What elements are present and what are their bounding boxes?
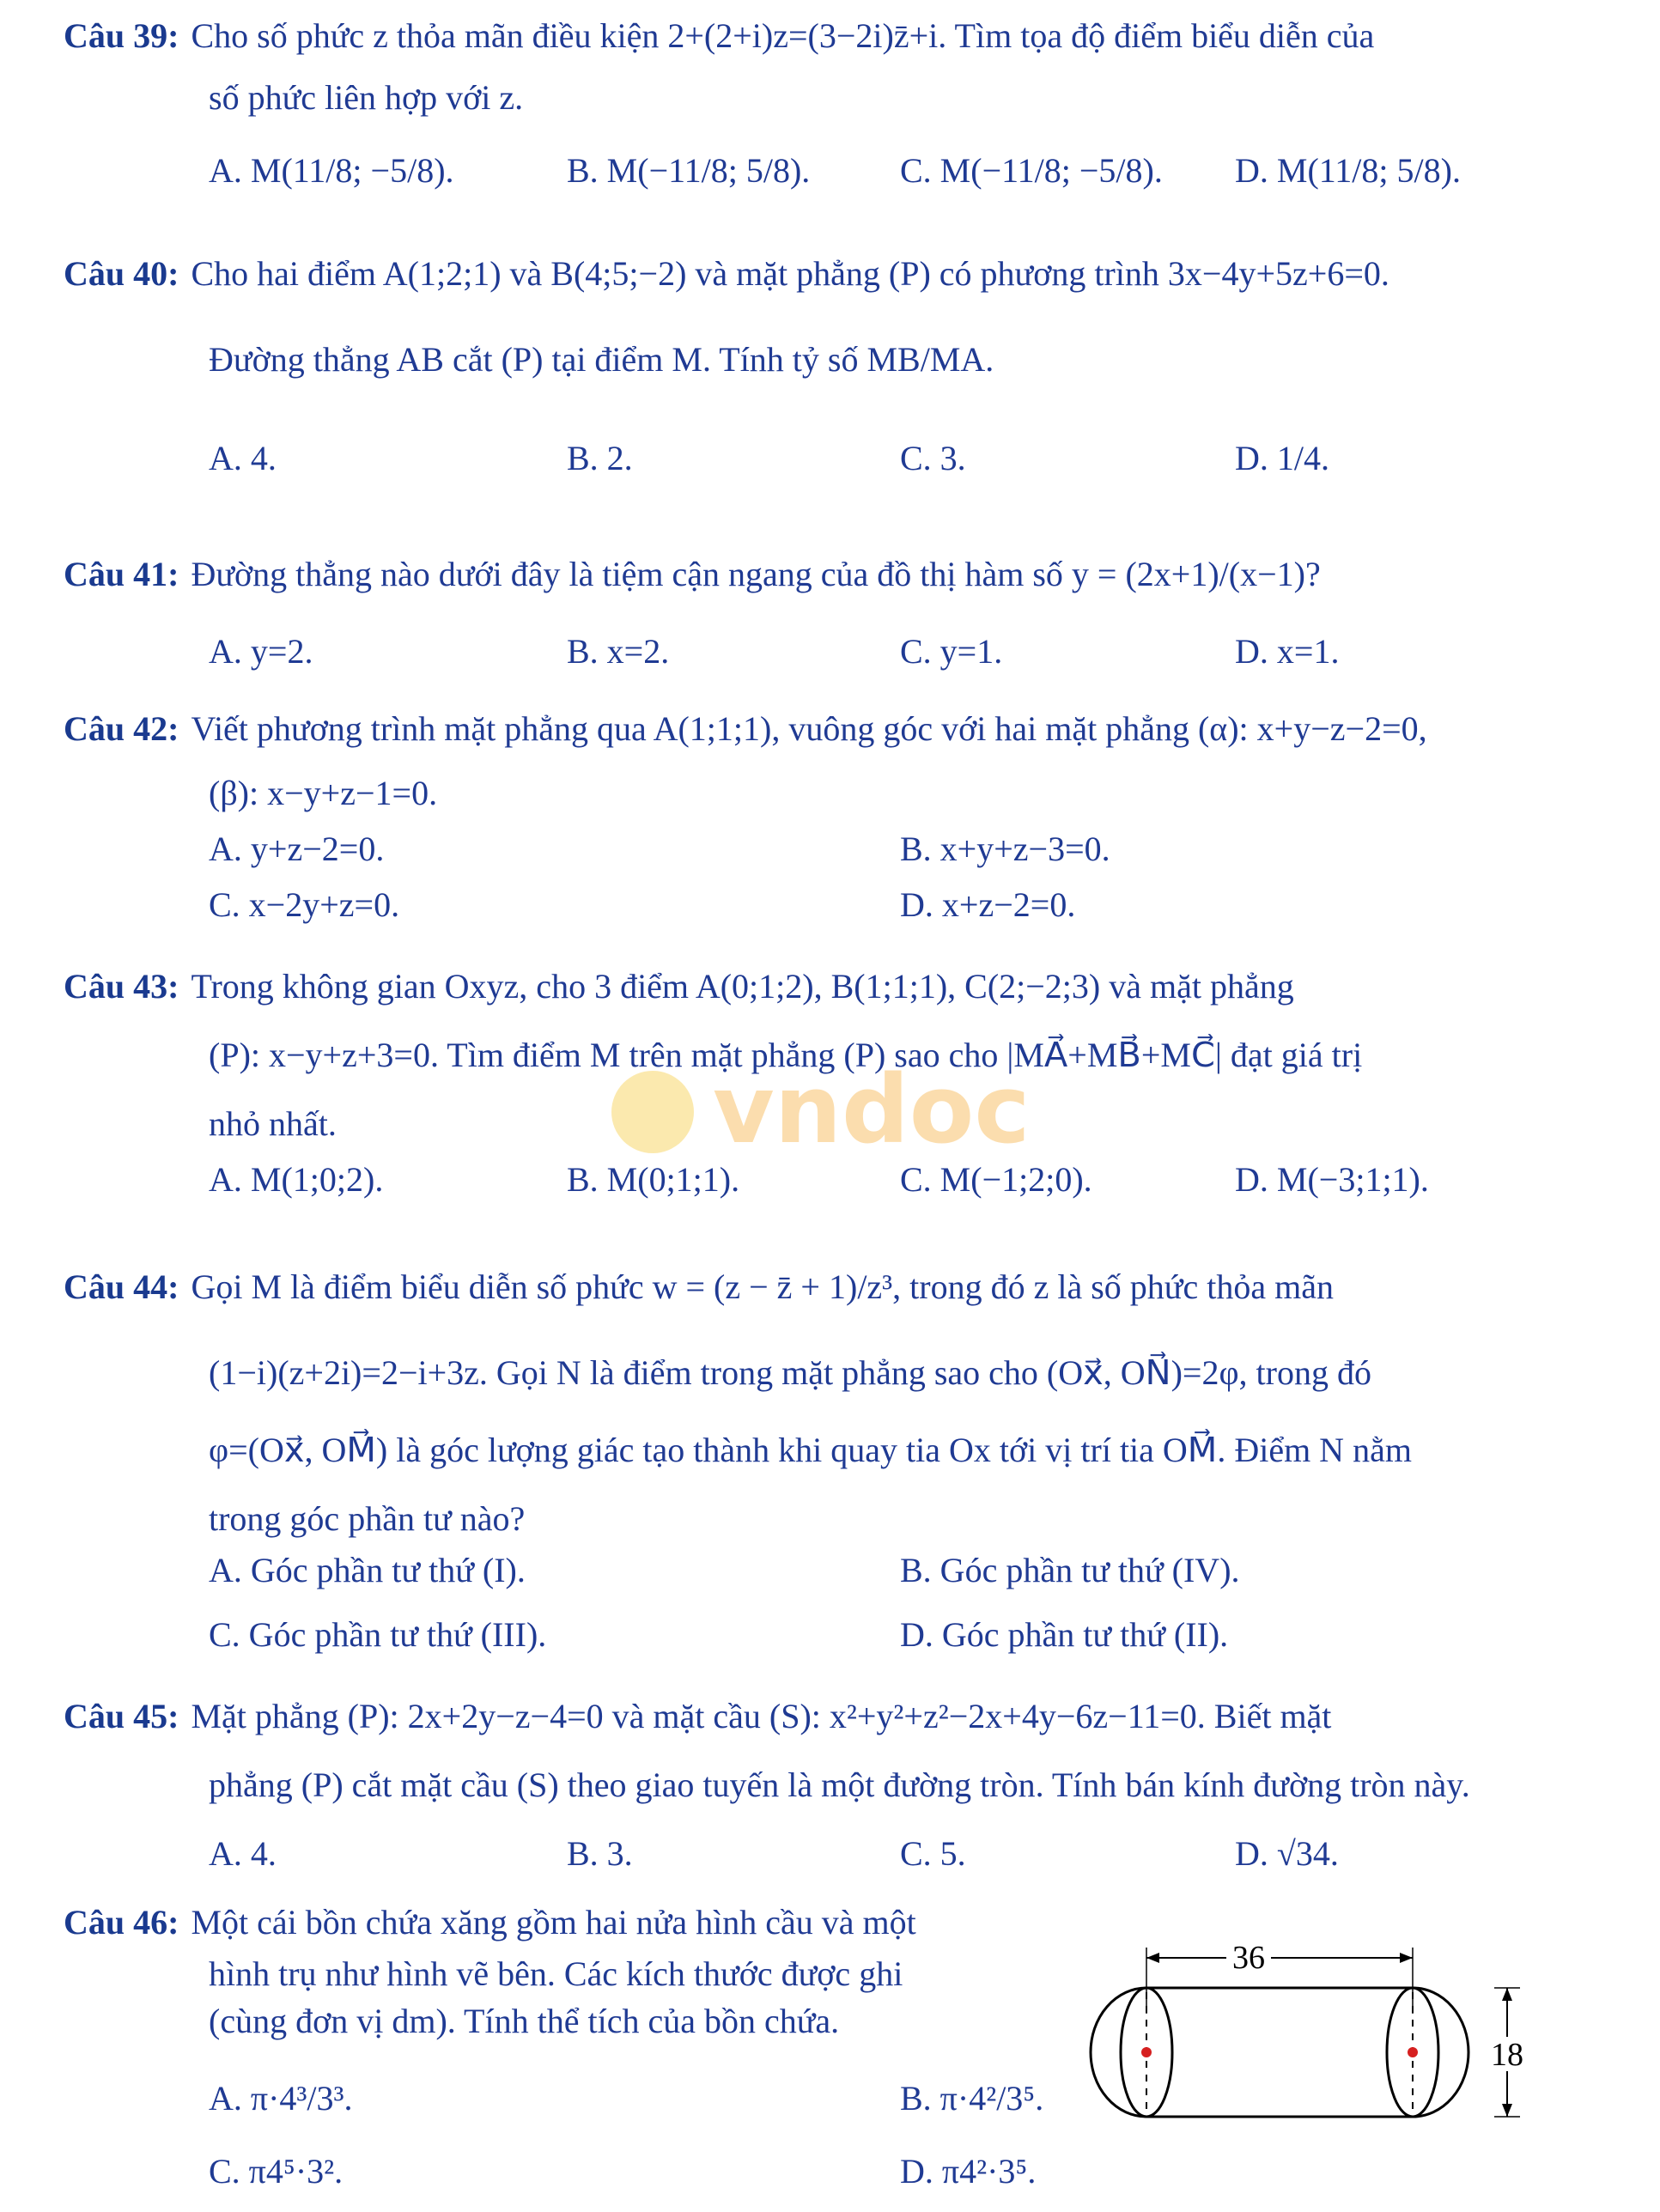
q39-option-c: C. M(−11/8; −5/8).: [900, 151, 1163, 190]
q46-label: Câu 46:: [64, 1903, 179, 1942]
left-center-dot: [1141, 2047, 1152, 2057]
q46-option-b: B. π·4²/3⁵.: [900, 2079, 1044, 2118]
right-center-dot: [1408, 2047, 1418, 2057]
q40-line1: Câu 40: Cho hai điểm A(1;2;1) và B(4;5;−2) và mặt phẳng (P) có phương trình 3x−4y+5z+6=0.: [64, 254, 1389, 293]
q46-line3: (cùng đơn vị dm). Tính thể tích của bồn chứa.: [209, 2002, 840, 2040]
q46-line2: hình trụ như hình vẽ bên. Các kích thước được ghi: [209, 1954, 903, 1993]
q44-line4: trong góc phần tư nào?: [209, 1499, 526, 1538]
q41-option-d: D. x=1.: [1235, 632, 1340, 671]
q39-option-a: A. M(11/8; −5/8).: [209, 151, 454, 190]
q42-line2: (β): x−y+z−1=0.: [209, 774, 438, 812]
q43-option-d: D. M(−3;1;1).: [1235, 1160, 1429, 1199]
q44-option-a: A. Góc phần tư thứ (I).: [209, 1551, 526, 1589]
q39-option-b: B. M(−11/8; 5/8).: [567, 151, 811, 190]
q45-line1: Câu 45: Mặt phẳng (P): 2x+2y−z−4=0 và mặt cầu (S): x²+y²+z²−2x+4y−6z−11=0. Biết mặt: [64, 1697, 1332, 1735]
q43-option-b: B. M(0;1;1).: [567, 1160, 740, 1199]
q42-line1: Câu 42: Viết phương trình mặt phẳng qua A(1;1;1), vuông góc với hai mặt phẳng (α): x+y−z−2=0,: [64, 709, 1427, 748]
q39-option-d: D. M(11/8; 5/8).: [1235, 151, 1461, 190]
q43-line1: Câu 43: Trong không gian Oxyz, cho 3 điểm A(0;1;2), B(1;1;1), C(2;−2;3) và mặt phẳng: [64, 967, 1294, 1006]
q43-label: Câu 43:: [64, 967, 179, 1006]
q41-label: Câu 41:: [64, 555, 179, 593]
q39-label: Câu 39:: [64, 16, 179, 55]
q42-option-a: A. y+z−2=0.: [209, 830, 385, 868]
q41-option-a: A. y=2.: [209, 632, 313, 671]
q45-line2: phẳng (P) cắt mặt cầu (S) theo giao tuyến là một đường tròn. Tính bán kính đường tròn này.: [209, 1765, 1470, 1804]
q40-option-b: B. 2.: [567, 439, 633, 477]
q44-label: Câu 44:: [64, 1267, 179, 1306]
q45-option-a: A. 4.: [209, 1834, 277, 1873]
arrowhead-bottom-icon: [1502, 2104, 1512, 2117]
tank-figure: [1082, 1923, 1529, 2130]
q44-option-d: D. Góc phần tư thứ (II).: [900, 1615, 1229, 1654]
q41-line1: Câu 41: Đường thẳng nào dưới đây là tiệm cận ngang của đồ thị hàm số y = (2x+1)/(x−1)?: [64, 555, 1321, 593]
q40-option-d: D. 1/4.: [1235, 439, 1329, 477]
q42-option-b: B. x+y+z−3=0.: [900, 830, 1110, 868]
q40-label: Câu 40:: [64, 254, 179, 293]
q44-line1: Câu 44: Gọi M là điểm biểu diễn số phức w = (z − z̄ + 1)/z³, trong đó z là số phức thỏa mãn: [64, 1267, 1334, 1306]
q44-option-c: C. Góc phần tư thứ (III).: [209, 1615, 547, 1654]
q41-option-b: B. x=2.: [567, 632, 670, 671]
mascot-icon: [611, 1071, 694, 1153]
q41-option-c: C. y=1.: [900, 632, 1003, 671]
q46-line1: Câu 46: Một cái bồn chứa xăng gồm hai nửa hình cầu và một: [64, 1903, 916, 1942]
q44-line2: (1−i)(z+2i)=2−i+3z. Gọi N là điểm trong mặt phẳng sao cho (Ox⃗, ON⃗)=2φ, trong đó: [209, 1353, 1371, 1392]
arrowhead-right-icon: [1400, 1953, 1413, 1963]
q39-line1: Câu 39: Cho số phức z thỏa mãn điều kiện 2+(2+i)z=(3−2i)z̄+i. Tìm tọa độ điểm biểu diễn của: [64, 16, 1375, 55]
q43-line3: nhỏ nhất.: [209, 1104, 337, 1143]
length-label: 36: [1232, 1940, 1265, 1976]
q46-option-a: A. π·4³/3³.: [209, 2079, 353, 2118]
q45-option-b: B. 3.: [567, 1834, 633, 1873]
q40-line2: Đường thẳng AB cắt (P) tại điểm M. Tính tỷ số MB/MA.: [209, 340, 994, 379]
q46-option-c: C. π4⁵·3².: [209, 2152, 344, 2191]
q45-option-c: C. 5.: [900, 1834, 966, 1873]
q42-option-d: D. x+z−2=0.: [900, 885, 1076, 924]
q43-line2: (P): x−y+z+3=0. Tìm điểm M trên mặt phẳng (P) sao cho |MA⃗+MB⃗+MC⃗| đạt giá trị: [209, 1036, 1363, 1074]
q45-option-d: D. √34.: [1235, 1834, 1339, 1873]
arrowhead-top-icon: [1502, 1988, 1512, 2001]
q45-label: Câu 45:: [64, 1697, 179, 1735]
arrowhead-left-icon: [1146, 1953, 1159, 1963]
q43-option-a: A. M(1;0;2).: [209, 1160, 384, 1199]
q42-label: Câu 42:: [64, 709, 179, 748]
watermark-text: vndoc: [713, 1054, 1031, 1164]
q39-line2: số phức liên hợp với z.: [209, 78, 524, 117]
height-label: 18: [1491, 2037, 1523, 2073]
q40-option-c: C. 3.: [900, 439, 966, 477]
q42-option-c: C. x−2y+z=0.: [209, 885, 400, 924]
q44-line3: φ=(Ox⃗, OM⃗) là góc lượng giác tạo thành khi quay tia Ox tới vị trí tia OM⃗. Điểm N nằm: [209, 1431, 1412, 1469]
q43-option-c: C. M(−1;2;0).: [900, 1160, 1092, 1199]
q44-option-b: B. Góc phần tư thứ (IV).: [900, 1551, 1240, 1589]
q46-option-d: D. π4²·3⁵.: [900, 2152, 1037, 2191]
q40-option-a: A. 4.: [209, 439, 277, 477]
